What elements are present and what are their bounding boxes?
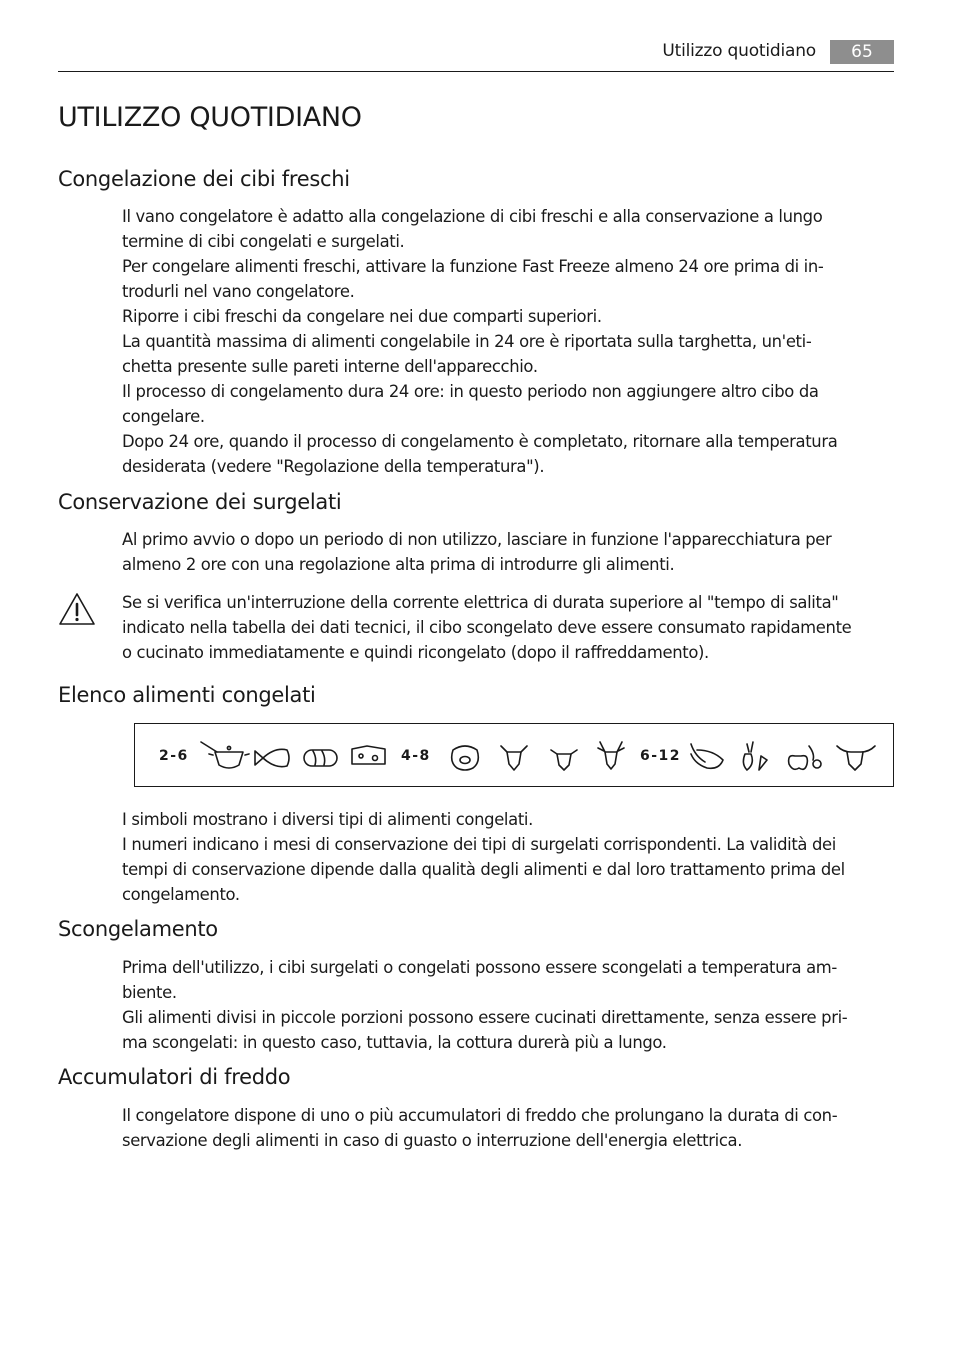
poultry-icon (691, 744, 723, 768)
deer-icon (598, 742, 624, 769)
text-line: Se si verifica un'interruzione della corrente elettrica di durata superiore al "tempo di salita" (122, 593, 839, 612)
text-line: Al primo avvio o dopo un periodo di non utilizzo, lasciare in funzione l'apparecchiatura per (122, 530, 832, 549)
text-line: desiderata (vedere "Regolazione della temperatura"). (122, 457, 545, 476)
vegetables-icon (743, 742, 767, 770)
text-line: tempi di conservazione dipende dalla qualità degli alimenti e dal loro trattamento prima del (122, 860, 845, 879)
paragraph-list (122, 807, 902, 907)
text-line: La quantità massima di alimenti congelabile in 24 ore è riportata sulla targhetta, un'eti- (122, 332, 812, 351)
text-line: I simboli mostrano i diversi tipi di alimenti congelati. (122, 810, 533, 829)
beef-icon (551, 750, 577, 770)
text-line: chetta presente sulle pareti interne dell'apparecchio. (122, 357, 538, 376)
text-line: Il congelatore dispone di uno o più accumulatori di freddo che prolungano la durata di con- (122, 1106, 838, 1125)
page-title: UTILIZZO QUOTIDIANO (58, 102, 362, 133)
paragraph-warning (122, 590, 902, 665)
text-line: servazione degli alimenti in caso di guasto o interruzione dell'energia elettrica. (122, 1131, 743, 1150)
section-heading-cold: Accumulatori di freddo (58, 1065, 291, 1089)
text-line: o cucinato immediatamente e quindi ricongelato (dopo il raffreddamento). (122, 643, 709, 662)
text-line: termine di cibi congelati e surgelati. (122, 232, 405, 251)
months-label: 2-6 (159, 748, 189, 764)
header-section-title: Utilizzo quotidiano (662, 41, 816, 61)
warning-triangle-icon (58, 591, 96, 627)
section-heading-list: Elenco alimenti congelati (58, 683, 316, 707)
text-line: I numeri indicano i mesi di conservazione dei tipi di surgelati corrispondenti. La validità dei (122, 835, 836, 854)
text-line: congelare. (122, 407, 205, 426)
text-line: trodurli nel vano congelatore. (122, 282, 355, 301)
text-line: Riporre i cibi freschi da congelare nei due comparti superiori. (122, 307, 602, 326)
section-heading-fresh: Congelazione dei cibi freschi (58, 167, 350, 191)
text-line: congelamento. (122, 885, 240, 904)
lamb-icon (501, 746, 527, 770)
text-line: Dopo 24 ore, quando il processo di congelamento è completato, ritornare alla temperatura (122, 432, 838, 451)
text-line: ma scongelati: in questo caso, tuttavia, la cottura durerà più a lungo. (122, 1033, 667, 1052)
veal-icon (837, 746, 875, 770)
text-line: biente. (122, 983, 177, 1002)
cheese-icon (352, 746, 385, 764)
bread-icon (304, 750, 337, 766)
text-line: almeno 2 ore con una regolazione alta prima di introdurre gli alimenti. (122, 555, 675, 574)
page-number: 65 (830, 40, 894, 64)
text-line: Il vano congelatore è adatto alla congelazione di cibi freschi e alla conservazione a lungo (122, 207, 823, 226)
months-label: 6-12 (640, 748, 682, 764)
frozen-food-symbols (134, 723, 894, 787)
page-header (58, 38, 894, 72)
months-label: 4-8 (401, 748, 431, 764)
paragraph-fresh (122, 204, 902, 479)
paragraph-storage (122, 527, 902, 577)
paragraph-cold (122, 1103, 902, 1153)
text-line: Gli alimenti divisi in piccole porzioni possono essere cucinati direttamente, senza essere pri- (122, 1008, 848, 1027)
pork-icon (452, 746, 479, 770)
text-line: Per congelare alimenti freschi, attivare la funzione Fast Freeze almeno 24 ore prima di in- (122, 257, 824, 276)
section-heading-thaw: Scongelamento (58, 917, 218, 941)
text-line: Prima dell'utilizzo, i cibi surgelati o congelati possono essere scongelati a temperatura am- (122, 958, 837, 977)
fish-icon (255, 749, 289, 766)
section-heading-storage: Conservazione dei surgelati (58, 490, 342, 514)
text-line: Il processo di congelamento dura 24 ore: in questo periodo non aggiungere altro cibo da (122, 382, 819, 401)
soup-pot-icon (201, 742, 249, 768)
text-line: indicato nella tabella dei dati tecnici, il cibo scongelato deve essere consumato rapidamente (122, 618, 852, 637)
fruit-icon (789, 746, 821, 769)
paragraph-thaw (122, 955, 902, 1055)
